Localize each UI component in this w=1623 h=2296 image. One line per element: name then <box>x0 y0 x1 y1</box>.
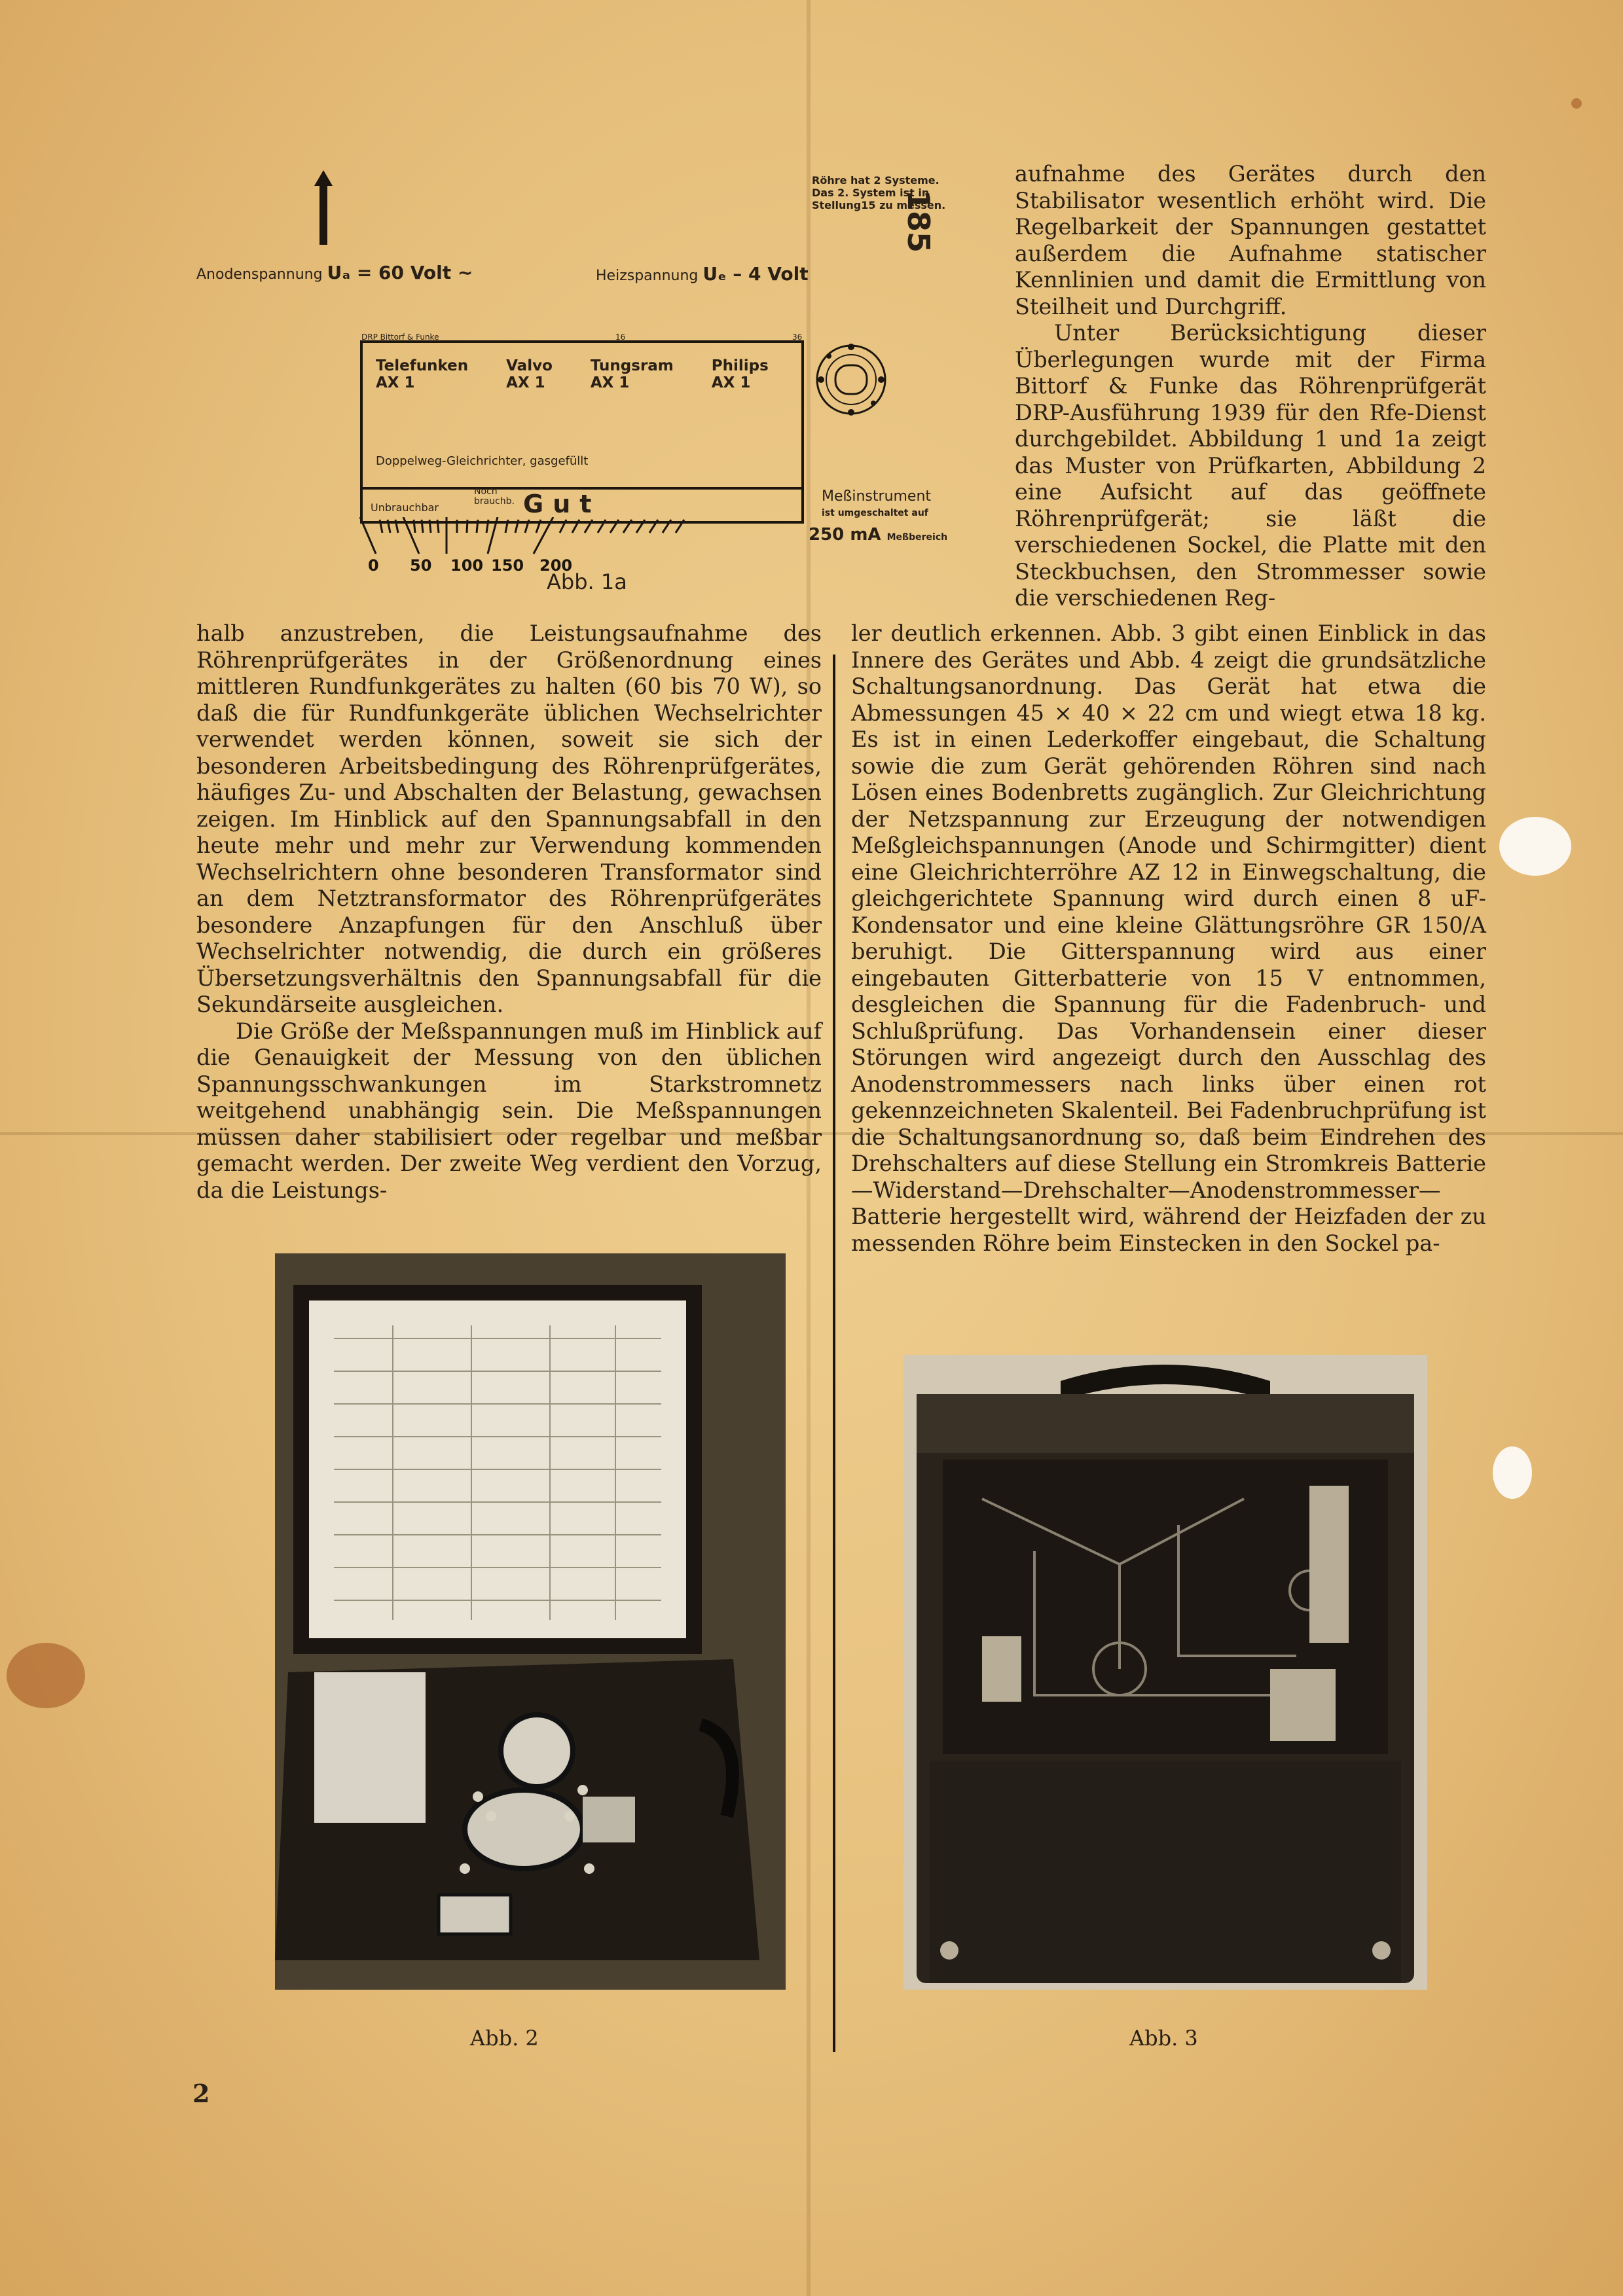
label-gut: Gut <box>523 490 601 518</box>
scale-label-150: 150 <box>491 556 524 575</box>
paragraph: Die Größe der Meßspannungen muß im Hinblick auf die Genauigkeit der Messung von den üblichen Spannungsschwankungen im Starkstromnetz weitgehend unabhängig sein. Die Meßspannungen müssen daher stabilisiert oder regelbar und meßbar gemacht werden. Der zweite Weg verdient den Vorzug, da die Leistungs- <box>196 1018 822 1203</box>
card-mark-16: 16 <box>615 332 626 342</box>
scale-tick-major <box>403 517 419 554</box>
brand-philips: Philips AX 1 <box>711 357 769 391</box>
column-divider <box>833 655 835 2052</box>
brand-list <box>376 357 769 391</box>
tube-socket-icon <box>812 334 890 425</box>
heiz-spannung: Heizspannung Uₑ – 4 Volt <box>596 263 809 285</box>
photo-abb-2 <box>275 1253 786 1990</box>
umgeschaltet-label: ist umgeschaltet auf <box>822 508 928 518</box>
scale-tick-major <box>534 517 553 554</box>
arrow-up-icon <box>314 170 333 186</box>
meter-scale <box>354 517 812 576</box>
anoden-spannung: Anodenspannung Uₐ = 60 Volt ∼ <box>196 262 473 283</box>
text-column-left <box>196 620 822 1204</box>
card-maker: DRP Bittorf & Funke <box>361 332 439 342</box>
scale-tick-major <box>360 517 376 554</box>
photo-abb-3 <box>903 1355 1427 1990</box>
paper-hole-right <box>1499 817 1571 876</box>
card-mark-36: 36 <box>792 332 803 342</box>
scale-label-100: 100 <box>450 556 484 575</box>
paragraph: Unter Berücksichtigung dieser Überlegungen wurde mit der Firma Bittorf & Funke das Röhrenprüfgerät DRP-Ausführung 1939 für den Rfe-Dienst durchgebildet. Abbildung 1 und 1a zeigt das Muster von Prüfkarten, Abbildung 2 eine Aufsicht auf das geöffnete Röhrenprüfgerät; sie läßt die verschiedenen Sockel, die Platte mit den Steckbuchsen, den Strommesser sowie die verschiedenen Reg- <box>1015 320 1486 611</box>
scale-label-200: 200 <box>539 556 573 575</box>
caption-abb-2: Abb. 2 <box>470 2026 539 2051</box>
caption-abb-3: Abb. 3 <box>1129 2026 1198 2051</box>
scale-tick-major <box>488 517 498 554</box>
messinstrument-label: Meßinstrument <box>822 488 932 505</box>
paragraph: halb anzustreben, die Leistungsaufnahme des Röhrenprüfgerätes in der Größenordnung eines mittleren Rundfunkgerätes zu halten (60 bis 70 W), so daß die für Rundfunkgeräte üblichen Wechselrichter verwendet werden können, soweit sie sich der besonderen Arbeitsbedingung des Röhrenprüfgerätes, häufiges Zu- und Abschalten der Belastung, gewachsen zeigen. Im Hinblick auf den Spannungsabfall in den heute mehr und mehr zur Verwendung kommenden Wechselrichtern ohne besonderen Transformator sind an dem Netztransformator des Röhrenprüfgerätes besondere Anzapfungen für den Anschluß über Wechselrichter notwendig, die durch ein größeres Übersetzungsverhältnis den Spannungsabfall für die Sekundärseite ausgleichen. <box>196 620 822 1017</box>
text-column-right-top <box>1015 161 1486 612</box>
paragraph: aufnahme des Gerätes durch den Stabilisator wesentlich erhöht wird. Die Regelbarkeit der Spannungen gestattet außerdem die Aufnahme statischer Kennlinien und damit die Ermittlung von Steilheit und Durchgriff. <box>1015 161 1486 319</box>
page-number: 2 <box>192 2079 210 2108</box>
paper-hole-right-2 <box>1493 1446 1532 1499</box>
scale-label-0: 0 <box>368 556 379 575</box>
stain-left <box>7 1643 85 1708</box>
label-noch-brauchbar: Noch brauchb. <box>474 486 515 507</box>
gleichrichter-label: Doppelweg-Gleichrichter, gasgefüllt <box>376 454 589 468</box>
brand-tungsram: Tungsram AX 1 <box>590 357 674 391</box>
label-unbrauchbar: Unbrauchbar <box>371 501 439 514</box>
card-number: 185 <box>901 190 936 253</box>
paragraph: ler deutlich erkennen. Abb. 3 gibt einen Einblick in das Innere des Gerätes und Abb. 4 zeigt die grundsätzliche Schaltungsanordnung. Das Gerät hat etwa die Abmessungen 45 × 40 × 22 cm und wiegt etwa 18 kg. Es ist in einen Lederkoffer eingebaut, die Schaltung sowie die zum Gerät gehörenden Röhren sind nach Lösen eines Bodenbretts zugänglich. Zur Gleichrichtung der Netzspannung zur Erzeugung der notwendigen Meßgleichspannungen (Anode und Schirmgitter) dient eine Gleichrichterröhre AZ 12 in Einwegschaltung, die gleichgerichtete Spannung wird durch einen 8 uF-Kondensator und eine kleine Glättungsröhre GR 150/A beruhigt. Die Gitterspannung wird aus einer eingebauten Gitterbatterie von 15 V entnommen, desgleichen die Spannung für die Fadenbruch- und Schlußprüfung. Das Vorhandensein einer dieser Störungen wird angezeigt durch den Ausschlag des Anodenstrommessers nach links über einen rot gekennzeichneten Skalenteil. Bei Fadenbruchprüfung ist die Schaltungsanordnung so, daß beim Eindrehen des Drehschalters auf diese Stellung ein Stromkreis Batterie—Widerstand—Drehschalter—Anodenstrommesser—Batterie hergestellt wird, während der Heizfaden der zu messenden Röhre beim Einstecken in den Sockel pa- <box>851 620 1486 1256</box>
figure-1a <box>190 164 962 609</box>
photo-tester-interior <box>903 1355 1427 1990</box>
roehre-note: Röhre hat 2 Systeme. Das 2. System ist in Stellung15 zu messen. <box>812 174 946 211</box>
text-column-right <box>851 620 1486 1257</box>
test-card <box>360 340 804 490</box>
stain-top-right <box>1571 98 1582 109</box>
photo-open-tester <box>275 1253 786 1990</box>
scale-label-50: 50 <box>410 556 432 575</box>
caption-abb-1a: Abb. 1a <box>547 569 627 594</box>
arrow-stem <box>319 186 327 245</box>
messbereich: 250 mA Meßbereich <box>809 525 948 545</box>
brand-valvo: Valvo AX 1 <box>506 357 553 391</box>
brand-telefunken: Telefunken AX 1 <box>376 357 469 391</box>
